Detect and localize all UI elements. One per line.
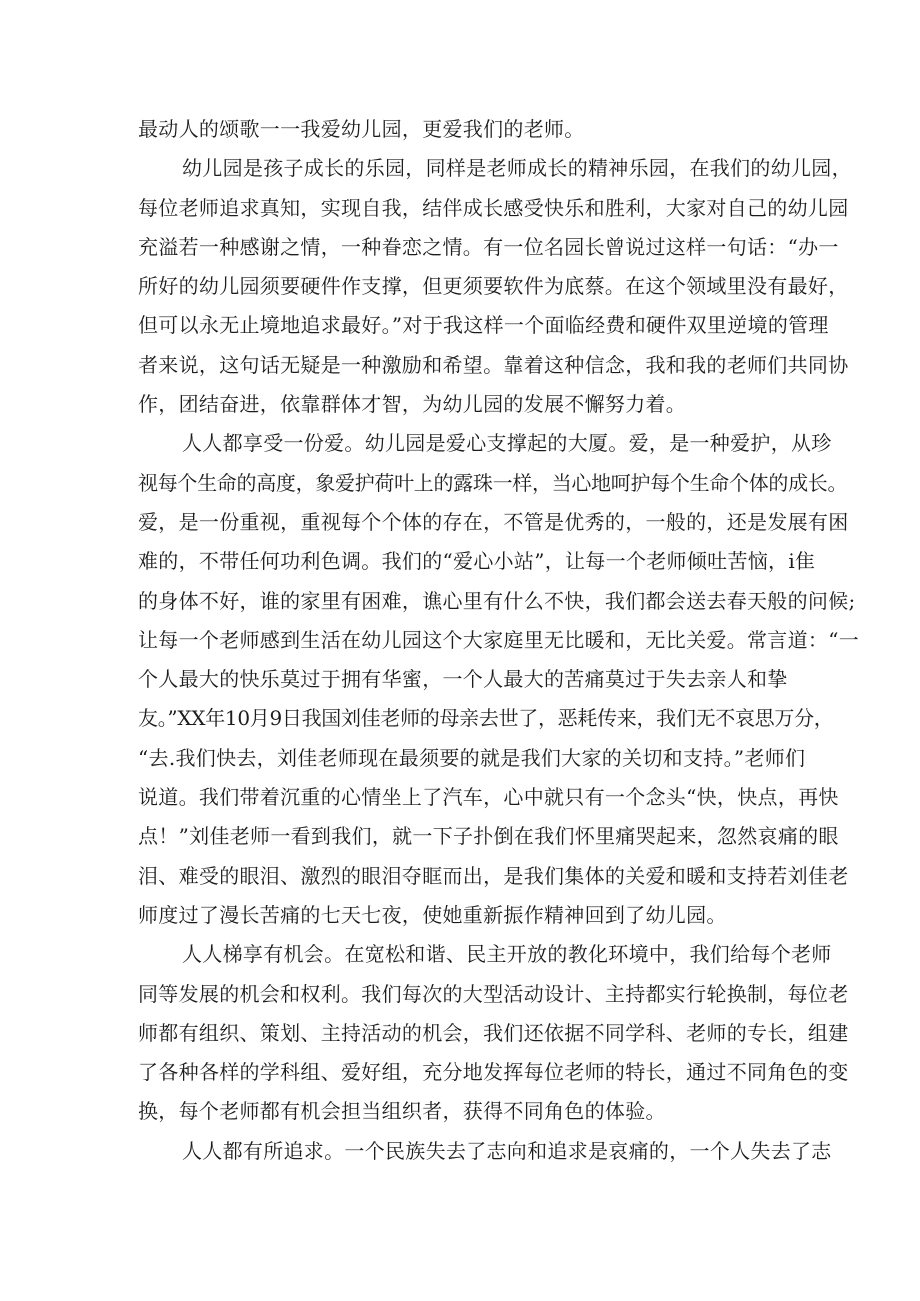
text-line: 说道。我们带着沉重的心情坐上了汽车，心中就只有一个念头“快，快点，再快 [138, 785, 839, 810]
text-line: 师都有组织、策划、主持活动的机会，我们还依据不同学科、老师的专长，组建 [138, 1020, 849, 1045]
text-line: 视每个生命的高度，象爱护荷叶上的露珠一样，当心地呵护每个生命个体的成长。 [138, 470, 848, 495]
text-line: 点！”刘佳老师一看到我们，就一下子扑倒在我们怀里痛哭起来，忽然哀痛的眼 [138, 824, 839, 849]
text-line: 充溢若一种感谢之情，一种眷恋之情。有一位名园长曾说过这样一句话：“办一 [138, 234, 839, 259]
text-line: 最动人的颂歌一一我爱幼儿园，更爱我们的老师。 [138, 117, 585, 141]
text-line: 爱，是一份重视，重视每个个体的存在，不管是优秀的，一般的，还是发展有困 [138, 509, 849, 534]
text-line: 让每一个老师感到生活在幼儿园这个大家庭里无比暖和，无比关爱。常言道：“一 [138, 627, 860, 652]
paragraph-first-line: 幼儿园是孩子成长的乐园，同样是老师成长的精神乐园，在我们的幼儿园， [182, 156, 852, 181]
text-line: 换，每个老师都有机会担当组织者，获得不同角色的体验。 [138, 1099, 666, 1124]
text-line: 的身体不好，谁的家里有困难，谯心里有什么不快，我们都会送去春天般的问候; [138, 588, 856, 613]
body-text [138, 114, 860, 1175]
text-line: 每位老师追求真知，实现自我，结伴成长感受快乐和胜利，大家对自己的幼儿园 [138, 195, 849, 220]
text-line: 难的，不带任何功利色调。我们的“爱心小站”，让每一个老师倾吐苦恼，i隹 [138, 549, 816, 574]
paragraph-first-line: 人人都有所追求。一个民族失去了志向和追求是哀痛的，一个人失去了志 [182, 1138, 832, 1163]
text-line: 个人最大的快乐莫过于拥有华蜜，一个人最大的苦痛莫过于失去亲人和挚 [138, 667, 788, 692]
paragraph-first-line: 人人梯享有机会。在宽松和谐、民主开放的教化环境中，我们给每个老师 [182, 942, 832, 967]
text-line: 者来说，这句话无疑是一种激励和希望。靠着这种信念，我和我的老师们共同协 [138, 352, 849, 377]
text-line: “去.我们快去，刘佳老师现在最须要的就是我们大家的关切和支持。”老师们 [138, 745, 806, 770]
text-line: 了各种各样的学科组、爱好组，充分地发挥每位老师的特长，通过不同角色的变 [138, 1060, 849, 1085]
text-line: 友。”XX年10月9日我国刘佳老师的母亲去世了，恶耗传来，我们无不哀思万分， [138, 706, 834, 731]
text-line: 师度过了漫长苦痛的七天七夜，使她重新振作精神回到了幼儿园。 [138, 902, 727, 927]
paragraph-first-line: 人人都享受一份爱。幼儿园是爱心支撑起的大厦。爱，是一种爱护，从珍 [182, 431, 832, 456]
text-line: 同等发展的机会和权利。我们每次的大型活动设计、主持都实行轮换制，每位老 [138, 981, 849, 1006]
text-line: 所好的幼儿园须要硬件作支撑，但更须要软件为底蔡。在这个领域里没有最好， [138, 274, 849, 299]
text-line: 但可以永无止境地追求最好。”对于我这样一个面临经费和硬件双里逆境的管理 [138, 313, 829, 338]
text-line: 作，团结奋进，依靠群体才智，为幼儿园的发展不懈努力着。 [138, 392, 687, 417]
text-line: 泪、难受的眼泪、激烈的眼泪夺眶而出，是我们集体的关爱和暖和支持若刘佳老 [138, 863, 849, 888]
